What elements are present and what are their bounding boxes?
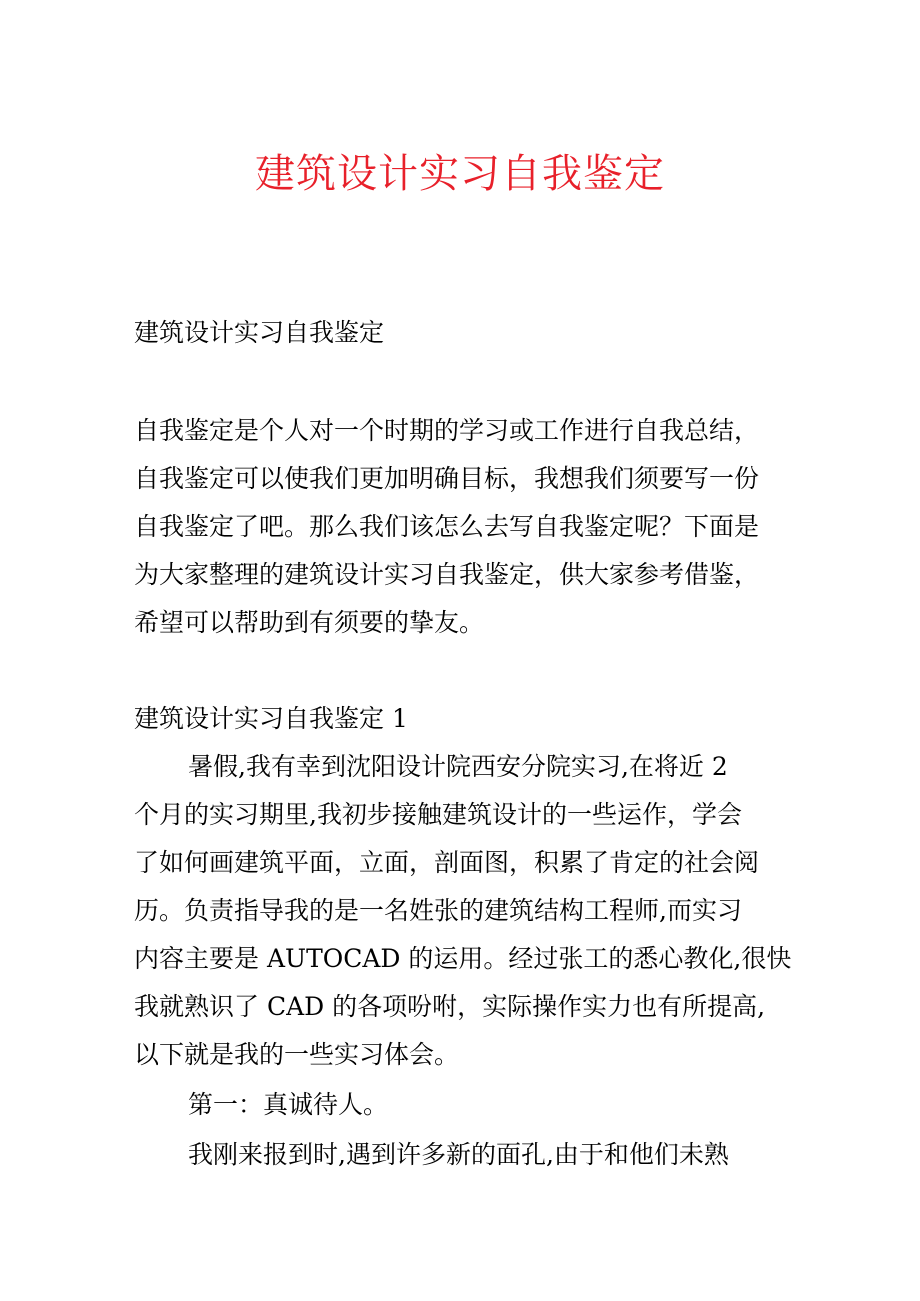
intro-line: 自我鉴定可以使我们更加明确目标，我想我们须要写一份 bbox=[134, 464, 760, 493]
body-line: 我就熟识了 CAD 的各项吩咐，实际操作实力也有所提高, bbox=[134, 992, 766, 1021]
intro-line: 自我鉴定了吧。那么我们该怎么去写自我鉴定呢？下面是 bbox=[134, 512, 760, 541]
body-line: 个月的实习期里,我初步接触建筑设计的一些运作，学会 bbox=[134, 800, 742, 829]
body-line: 暑假,我有幸到沈阳设计院西安分院实习,在将近 2 bbox=[188, 752, 728, 781]
body-line: 内容主要是 AUTOCAD 的运用。经过张工的悉心教化,很快 bbox=[134, 944, 792, 973]
intro-line: 自我鉴定是个人对一个时期的学习或工作进行自我总结， bbox=[134, 416, 760, 445]
intro-line: 希望可以帮助到有须要的挚友。 bbox=[134, 608, 485, 637]
point-heading: 第一：真诚待人。 bbox=[188, 1090, 389, 1119]
section-heading: 建筑设计实习自我鉴定 1 bbox=[134, 704, 408, 733]
document-title: 建筑设计实习自我鉴定 bbox=[255, 151, 665, 197]
body-line: 历。负责指导我的是一名姓张的建筑结构工程师,而实习 bbox=[134, 896, 742, 925]
body-line: 我刚来报到时,遇到许多新的面孔,由于和他们未熟 bbox=[188, 1140, 729, 1169]
subtitle: 建筑设计实习自我鉴定 bbox=[134, 318, 385, 347]
body-line: 以下就是我的一些实习体会。 bbox=[134, 1040, 460, 1069]
body-line: 了如何画建筑平面，立面，剖面图，积累了肯定的社会阅 bbox=[134, 848, 760, 877]
intro-line: 为大家整理的建筑设计实习自我鉴定，供大家参考借鉴， bbox=[134, 560, 760, 589]
